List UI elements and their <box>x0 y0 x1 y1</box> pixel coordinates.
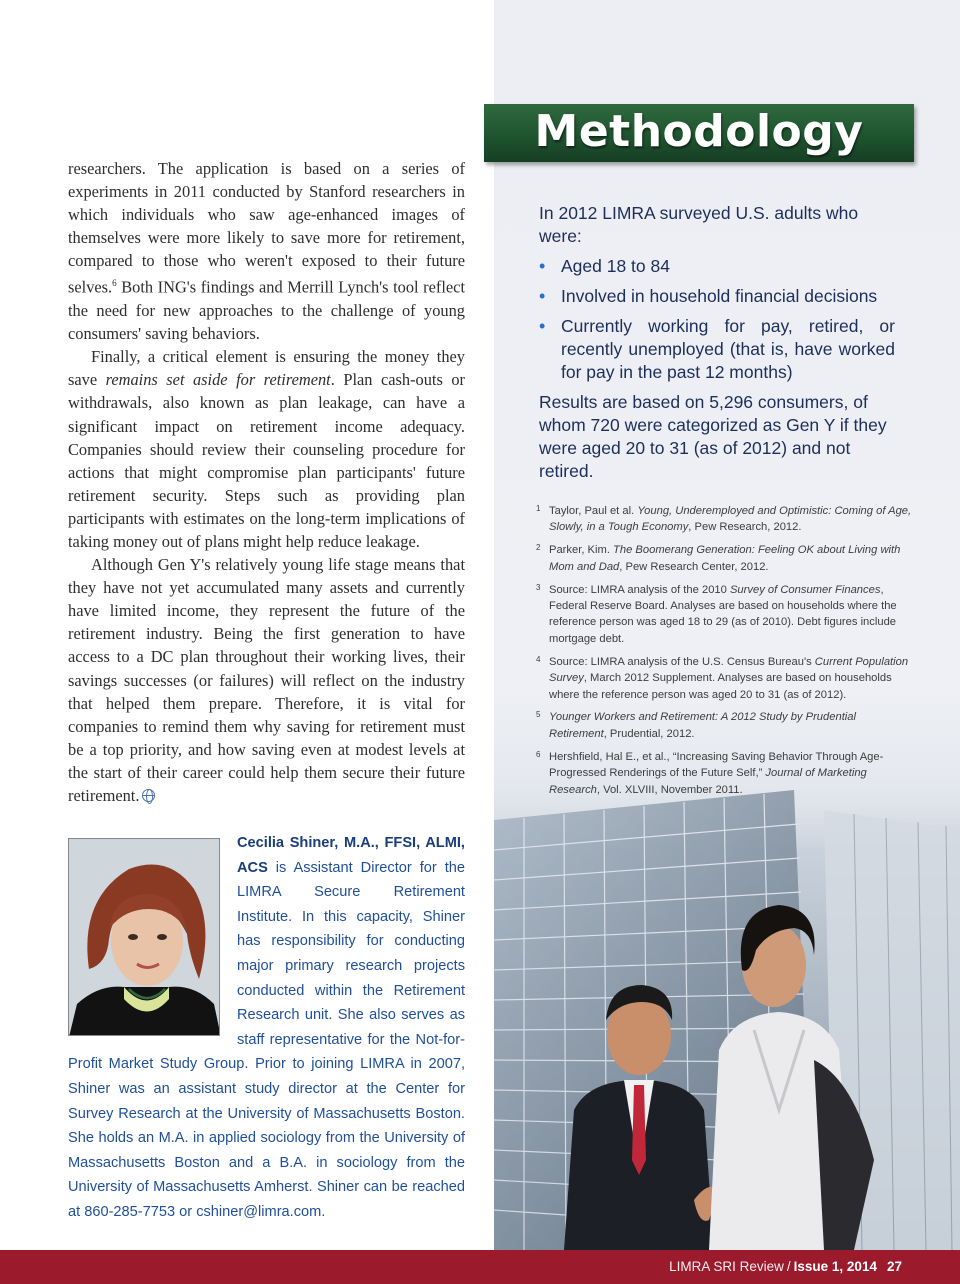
footnote-text: Taylor, Paul et al. <box>549 505 638 517</box>
paragraph-text: Although Gen Y's relatively young life stage means that they have not yet accumulated many assets and currently have limited income, they represent the future of the retirement industry. Being the first generation to have access to a DC plan throughout their working lives, their savings successes (or failures) will reflect on the industry that helped them prepare. Therefore, it is vital for companies to remind them why saving for retirement must be a top priority, and how saving even at modest levels at the start of their career could help them secure their future retirement. <box>68 555 465 805</box>
globe-icon <box>142 789 155 802</box>
footnote-text: , Prudential, 2012. <box>603 727 695 740</box>
footnote-text: , Vol. XLVIII, November 2011. <box>596 783 743 796</box>
bullet-icon: • <box>539 286 546 306</box>
methodology-intro: In 2012 LIMRA surveyed U.S. adults who were: <box>539 203 859 246</box>
methodology-criteria-list <box>539 255 895 384</box>
footnote-text: , March 2012 Supplement. Analyses are based on households where the reference person was aged 20 to 31 (as of 2012). <box>549 672 892 701</box>
footnote-number: 6 <box>536 749 541 759</box>
author-bio-text: is Assistant Director for the LIMRA Secure Retirement Institute. In this capacity, Shiner has responsibility for conducting major primary research projects conducted within the Retirement Research unit. She also serves as staff representative for the Not-for-Profit Market Study Group. Prior to joining LIMRA in 2007, Shiner was an assistant study director at the Center for Survey Research at the University of Massachusetts Boston. She holds an M.A. in applied sociology from the University of Massachusetts Boston and a B.A. in sociology from the University of Massachusetts Amherst. Shiner can be reached at 860-285-7753 or cshiner@limra.com. <box>68 859 465 1220</box>
issue-label: Issue 1, 2014 <box>793 1259 877 1274</box>
footnote-text: Hershfield, Hal E., et al., “Increasing Saving Behavior Through Age-Progressed Renderings of the Future Self,” <box>549 750 884 780</box>
footnote-text: , Federal Reserve Board. Analyses are based on households where the reference person was aged 18 to 29 (as of 2010). Debt figures include mortgage debt. <box>549 583 897 645</box>
page-footer <box>0 1250 960 1284</box>
criterion-text: Involved in household financial decisions <box>561 286 878 306</box>
page-number: 27 <box>886 1259 902 1274</box>
footnote-text: Source: LIMRA analysis of the 2010 <box>549 583 730 596</box>
footnote <box>536 654 912 703</box>
footnote <box>536 749 912 798</box>
footnote-text: , Pew Research, 2012. <box>688 521 802 534</box>
list-item <box>539 315 895 384</box>
footnote <box>536 503 912 536</box>
list-item <box>539 285 895 308</box>
paragraph-text: Both ING's findings and Merrill Lynch's tool reflect the need for new approaches to the challenge of young consumers' saving behaviors. <box>68 277 465 344</box>
footnote-number: 3 <box>536 582 541 592</box>
footnote-text: , Pew Research Center, 2012. <box>619 560 769 573</box>
footnote-number: 4 <box>536 654 541 664</box>
business-people-photo <box>494 780 960 1250</box>
footnote <box>536 582 912 648</box>
methodology-box <box>539 202 895 483</box>
bullet-icon: • <box>539 256 546 276</box>
footnote-text: Parker, Kim. <box>549 544 614 557</box>
footnote <box>536 542 912 575</box>
footnote-number: 2 <box>536 543 541 553</box>
footnotes <box>536 503 912 805</box>
paragraph <box>68 345 465 553</box>
emphasis-text: remains set aside for retirement <box>105 370 331 390</box>
paragraph <box>68 157 465 345</box>
methodology-results: Results are based on 5,296 consumers, of whom 720 were categorized as Gen Y if they were aged 20 to 31 (as of 2012) and not retired. <box>539 392 887 481</box>
paragraph-text: . Plan cash-outs or withdrawals, also known as plan leakage, can have a significant impact on retirement income adequacy. Companies should review their counseling procedure for actions that might compromise plan participants' future retirement security. Steps such as providing plan participants with estimates on the long-term implications of taking money out of plans might help reduce leakage. <box>68 370 465 551</box>
paragraph <box>68 553 465 807</box>
footnote-source-title: Young, Underemployed and Optimistic: Coming of Age, Slowly, in a Tough Economy <box>549 505 912 534</box>
author-bio <box>68 831 465 1225</box>
paragraph-text: Finally, a critical element is ensuring the money they save <box>68 347 465 390</box>
footnote-source-title: Younger Workers and Retirement: A 2012 Study by Prudential Retirement <box>549 711 856 740</box>
footnote-source-title: Current Population Survey <box>549 655 909 685</box>
article-body <box>68 157 465 807</box>
methodology-banner <box>484 104 914 162</box>
bullet-icon: • <box>539 316 546 336</box>
list-item <box>539 255 895 278</box>
footer-text <box>669 1259 902 1274</box>
footnote-source-title: Survey of Consumer Finances <box>729 583 881 596</box>
footnote-number: 1 <box>536 504 541 513</box>
methodology-title: Methodology <box>534 106 864 157</box>
author-name: Cecilia Shiner, M.A., FFSI, ALMI, ACS <box>237 835 465 876</box>
footnote <box>536 709 912 742</box>
criterion-text: Currently working for pay, retired, or recently unemployed (that is, have worked for pay in the past 12 months) <box>561 316 895 382</box>
footnote-text: Source: LIMRA analysis of the U.S. Census Bureau's <box>549 655 815 668</box>
footnote-source-title: Journal of Marketing Research <box>549 767 867 796</box>
footnote-number: 5 <box>536 710 541 720</box>
criterion-text: Aged 18 to 84 <box>561 256 670 276</box>
footer-separator: / <box>786 1259 791 1274</box>
footnote-ref: 6 <box>112 278 117 289</box>
paragraph-text: researchers. The application is based on a series of experiments in 2011 conducted by Stanford researchers in which individuals who saw age-enhanced images of themselves were more likely to save more for retirement, compared to those who weren't exposed to their future selves. <box>68 159 465 297</box>
footnote-source-title: The Boomerang Generation: Feeling OK about Living with Mom and Dad <box>549 544 901 573</box>
publication-name: LIMRA SRI Review <box>669 1259 784 1274</box>
